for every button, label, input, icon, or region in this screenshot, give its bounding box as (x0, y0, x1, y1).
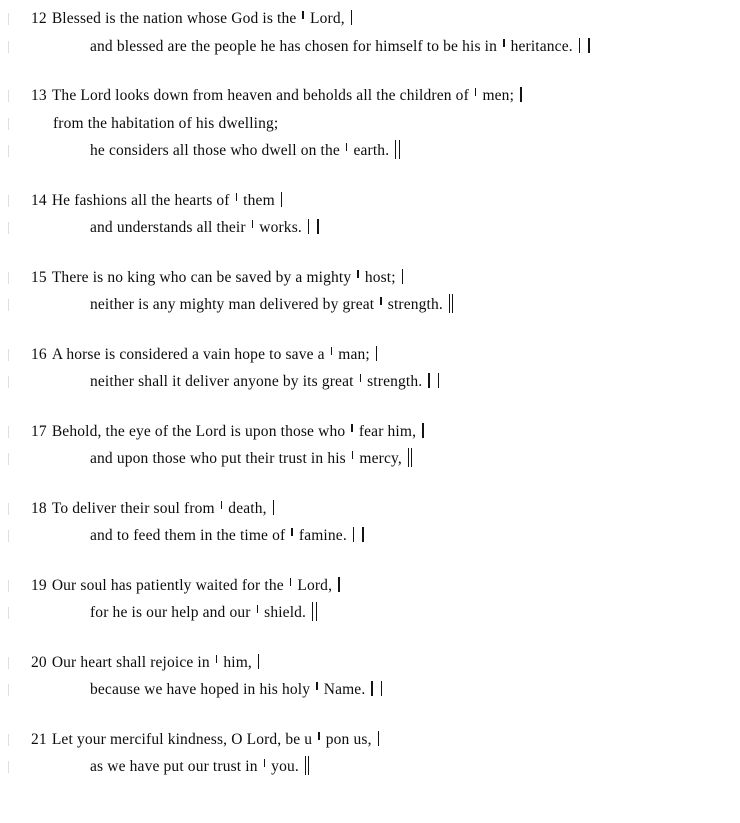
verse-number: 13 (31, 87, 47, 104)
line-text: them (239, 191, 279, 209)
line-text: To deliver their soul from (51, 499, 219, 517)
verse-line (0, 368, 740, 396)
verse-line (0, 726, 740, 754)
pointing-tick-mark (331, 347, 333, 355)
verse-line (0, 572, 740, 600)
single-bar-mark (353, 527, 355, 542)
line-text: mercy, (355, 450, 406, 467)
line-text: and to feed them in the time of (90, 527, 290, 544)
line-text: Our soul has patiently waited for the (51, 576, 288, 594)
verse-line (0, 137, 740, 165)
line-text: you. (267, 758, 303, 775)
pointing-tick-mark (252, 220, 254, 228)
line-text: for he is our help and our (90, 604, 255, 621)
line-text: neither shall it deliver anyone by its great (90, 373, 358, 390)
verse-number: 21 (31, 730, 47, 748)
verse-16 (0, 341, 740, 396)
verse-14 (0, 187, 740, 242)
single-bar-mark (362, 527, 364, 542)
verse-line (0, 291, 740, 319)
verse-line (0, 418, 740, 446)
verse-17 (0, 418, 740, 473)
verse-line (0, 341, 740, 369)
verse-number: 12 (31, 10, 47, 27)
pointing-tick-mark (302, 11, 304, 19)
single-bar-mark (281, 192, 283, 207)
line-text: neither is any mighty man delivered by great (90, 296, 379, 313)
pointing-tick-mark (264, 759, 266, 767)
line-text: as we have put our trust in (90, 758, 262, 775)
verse-line (0, 649, 740, 677)
verse-13 (0, 82, 740, 165)
single-bar-mark (317, 219, 319, 234)
single-bar-mark (438, 373, 440, 388)
verse-number: 15 (31, 268, 47, 286)
pointing-tick-mark (351, 424, 353, 432)
double-bar-mark (449, 294, 454, 313)
single-bar-mark (338, 577, 340, 592)
line-text (311, 219, 315, 236)
psalm-text (0, 5, 740, 781)
line-text: strength. (383, 296, 447, 313)
line-text: The Lord looks down from heaven and beholds all the children of (51, 87, 473, 104)
line-text: pon us, (321, 730, 376, 748)
verse-line (0, 264, 740, 292)
pointing-tick-mark (346, 143, 348, 151)
line-text: shield. (260, 604, 311, 621)
verse-line (0, 110, 740, 138)
pointing-tick-mark (291, 528, 293, 536)
line-text: Let your merciful kindness, O Lord, be u (51, 730, 317, 748)
pointing-tick-mark (290, 578, 292, 586)
line-text: Blessed is the nation whose God is the (51, 10, 301, 27)
verse-12 (0, 5, 740, 60)
line-text: heritance. (506, 37, 577, 55)
pointing-tick-mark (352, 451, 354, 459)
verse-20 (0, 649, 740, 704)
verse-15 (0, 264, 740, 319)
verse-number: 16 (31, 345, 47, 363)
line-text: strength. (363, 373, 427, 390)
line-text (582, 38, 586, 55)
verse-number: 14 (31, 191, 47, 209)
verse-number: 17 (31, 422, 47, 440)
single-bar-mark (371, 681, 373, 696)
pointing-tick-mark (316, 682, 318, 690)
line-text: Our heart shall rejoice in (51, 653, 214, 671)
line-text: works. (255, 219, 306, 236)
pointing-tick-mark (318, 732, 320, 740)
verse-line (0, 599, 740, 627)
line-text: he considers all those who dwell on the (90, 142, 344, 159)
line-text: Behold, the eye of the Lord is upon those who (51, 422, 350, 440)
verse-19 (0, 572, 740, 627)
line-text (375, 681, 379, 698)
single-bar-mark (378, 731, 380, 746)
line-text: man; (334, 345, 374, 363)
single-bar-mark (422, 423, 424, 438)
line-text: and upon those who put their trust in his (90, 450, 350, 467)
verse-line (0, 82, 740, 110)
line-text: him, (219, 653, 256, 671)
double-bar-mark (312, 602, 317, 621)
verse-number: 20 (31, 653, 47, 671)
single-bar-mark (381, 681, 383, 696)
line-text: earth. (349, 142, 394, 159)
verse-line (0, 495, 740, 523)
line-text: men; (478, 87, 519, 104)
line-text: because we have hoped in his holy (90, 681, 315, 698)
verse-line (0, 445, 740, 473)
pointing-tick-mark (360, 374, 362, 382)
single-bar-mark (351, 10, 353, 25)
line-text: Name. (319, 681, 370, 698)
verse-line (0, 522, 740, 550)
line-text: host; (360, 268, 400, 286)
verse-21 (0, 726, 740, 781)
line-text: and understands all their (90, 219, 250, 236)
line-text: Lord, (293, 576, 337, 594)
pointing-tick-mark (216, 655, 218, 663)
single-bar-mark (258, 654, 260, 669)
verse-line (0, 676, 740, 704)
pointing-tick-mark (380, 297, 382, 305)
pointing-tick-mark (503, 39, 505, 47)
double-bar-mark (408, 448, 413, 467)
double-bar-mark (395, 140, 400, 159)
pointing-tick-mark (475, 88, 477, 96)
double-bar-mark (305, 756, 310, 775)
verse-line (0, 753, 740, 781)
single-bar-mark (588, 38, 590, 53)
pointing-tick-mark (236, 193, 238, 201)
line-text: famine. (294, 527, 351, 544)
pointing-tick-mark (221, 501, 223, 509)
single-bar-mark (579, 38, 581, 53)
line-text: from the habitation of his dwelling; (53, 114, 279, 132)
single-bar-mark (428, 373, 430, 388)
verse-18 (0, 495, 740, 550)
line-text (432, 373, 436, 390)
verse-line (0, 33, 740, 61)
line-text (356, 527, 360, 544)
line-text: death, (224, 499, 271, 517)
line-text: He fashions all the hearts of (51, 191, 234, 209)
pointing-tick-mark (257, 605, 259, 613)
line-text: There is no king who can be saved by a mighty (51, 268, 356, 286)
pointing-tick-mark (357, 270, 359, 278)
verse-line (0, 214, 740, 242)
line-text: fear him, (354, 422, 421, 440)
line-text: and blessed are the people he has chosen for himself to be his in (90, 37, 502, 55)
verse-line (0, 5, 740, 33)
single-bar-mark (402, 269, 404, 284)
verse-number: 19 (31, 576, 47, 594)
single-bar-mark (273, 500, 275, 515)
verse-number: 18 (31, 499, 47, 517)
line-text: Lord, (305, 10, 349, 27)
single-bar-mark (308, 219, 310, 234)
verse-line (0, 187, 740, 215)
single-bar-mark (520, 87, 522, 102)
line-text: A horse is considered a vain hope to save a (51, 345, 329, 363)
single-bar-mark (376, 346, 378, 361)
